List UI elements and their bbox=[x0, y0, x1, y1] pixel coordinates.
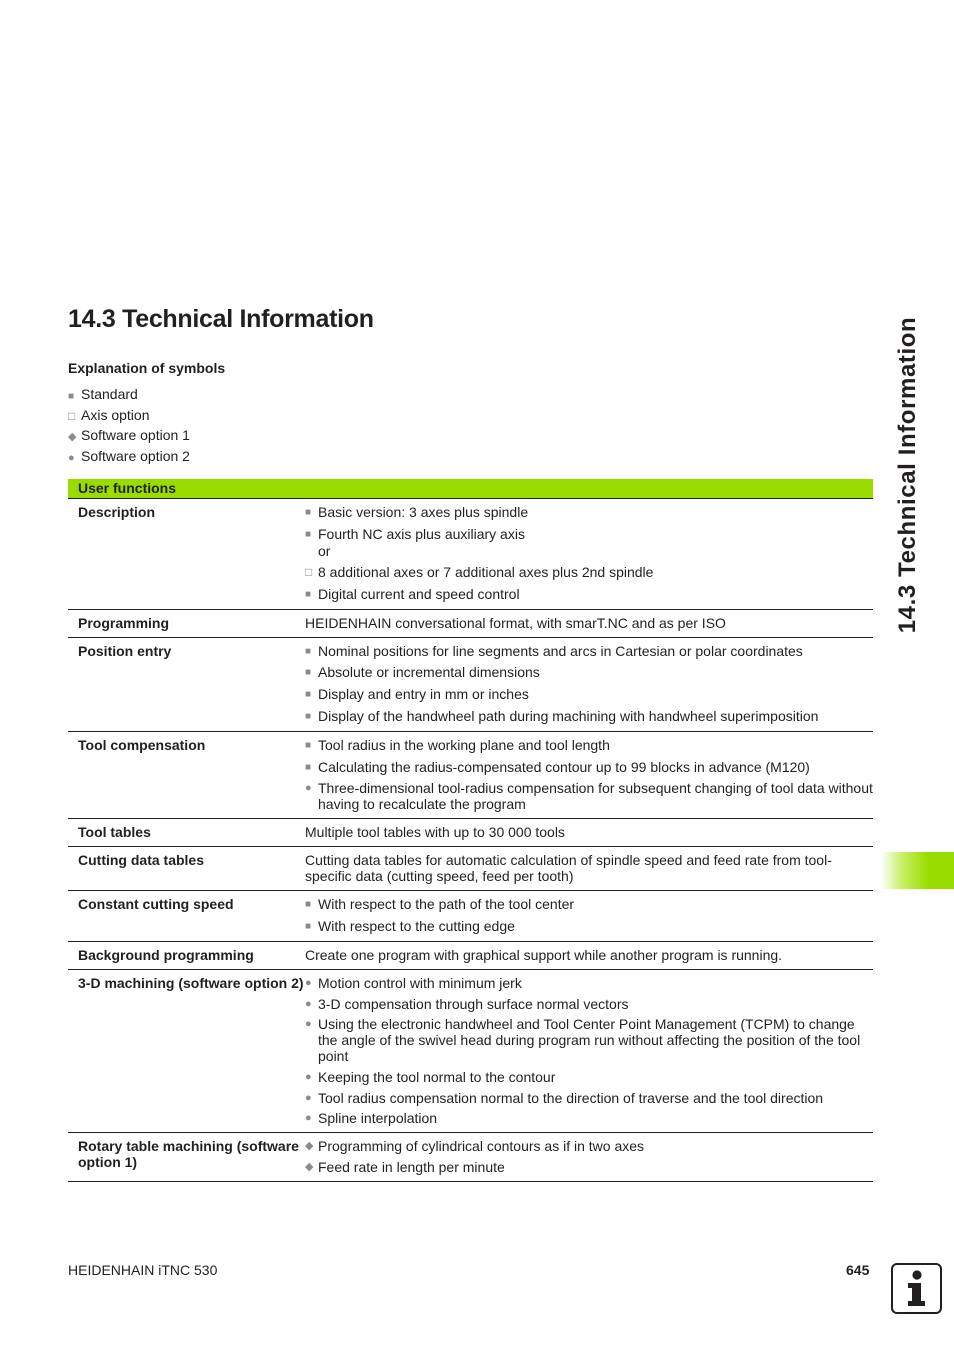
legend-label: Axis option bbox=[81, 406, 150, 423]
list-item bbox=[305, 686, 873, 703]
list-item bbox=[305, 1138, 873, 1154]
list-item bbox=[305, 1069, 873, 1085]
row-text: Create one program with graphical support while another program is running. bbox=[305, 946, 783, 963]
filled-circle-icon bbox=[305, 780, 318, 812]
row-label: Programming bbox=[78, 614, 170, 631]
row-label: Tool compensation bbox=[78, 736, 206, 753]
list-item-text: Fourth NC axis plus auxiliary axis bbox=[318, 525, 525, 542]
symbol-legend bbox=[68, 386, 190, 469]
row-label: Constant cutting speed bbox=[78, 896, 234, 913]
row-content bbox=[305, 1138, 873, 1175]
list-item bbox=[305, 918, 873, 935]
row-label: Background programming bbox=[78, 946, 254, 963]
row-text: Cutting data tables for automatic calculation of spindle speed and feed rate from tool-specific data (cutting speed, feed per tooth) bbox=[305, 852, 832, 885]
list-item-text: Three-dimensional tool-radius compensation for subsequent changing of tool data without having to recalculate the program bbox=[318, 780, 873, 813]
list-item-text: Nominal positions for line segments and arcs in Cartesian or polar coordinates bbox=[318, 642, 803, 659]
list-item bbox=[305, 586, 873, 603]
table-row bbox=[68, 638, 873, 732]
row-label: Cutting data tables bbox=[78, 852, 205, 869]
user-functions-table bbox=[68, 479, 873, 1182]
side-chapter-title-text: 14.3 Technical Information bbox=[894, 316, 921, 634]
filled-square-icon bbox=[305, 759, 318, 776]
info-i-glyph bbox=[893, 1265, 940, 1312]
chapter-tab-marker bbox=[881, 852, 954, 889]
filled-square-icon bbox=[305, 586, 318, 603]
list-item bbox=[305, 708, 873, 725]
side-chapter-title bbox=[877, 310, 939, 640]
legend-item-axis-option bbox=[68, 407, 190, 428]
table-row bbox=[68, 942, 873, 970]
list-item-text: Feed rate in length per minute bbox=[318, 1159, 505, 1175]
row-label: Description bbox=[78, 504, 156, 520]
filled-circle-icon bbox=[305, 975, 318, 991]
table-row bbox=[68, 891, 873, 942]
list-item bbox=[305, 1016, 873, 1064]
table-row bbox=[68, 732, 873, 819]
row-label: Tool tables bbox=[78, 824, 151, 841]
filled-circle-icon bbox=[305, 1110, 318, 1126]
table-row bbox=[68, 610, 873, 638]
list-item bbox=[305, 664, 873, 681]
table-row bbox=[68, 499, 873, 610]
table-header: User functions bbox=[68, 479, 873, 499]
list-item bbox=[305, 504, 873, 521]
table-row bbox=[68, 1133, 873, 1182]
filled-circle-icon bbox=[68, 450, 81, 466]
list-item-text: Keeping the tool normal to the contour bbox=[318, 1068, 556, 1085]
list-item-text: With respect to the cutting edge bbox=[318, 917, 515, 934]
legend-item-software-option-2 bbox=[68, 448, 190, 469]
list-item bbox=[305, 975, 873, 991]
row-content bbox=[305, 947, 873, 963]
legend-item-software-option-1 bbox=[68, 427, 190, 448]
list-item bbox=[305, 643, 873, 660]
row-content bbox=[305, 737, 873, 812]
list-item-text: Basic version: 3 axes plus spindle bbox=[318, 504, 529, 520]
filled-square-icon bbox=[305, 918, 318, 935]
row-content bbox=[305, 643, 873, 725]
filled-square-icon bbox=[305, 686, 318, 703]
list-item-text: Display and entry in mm or inches bbox=[318, 686, 529, 703]
filled-square-icon bbox=[305, 504, 318, 521]
list-item-text: With respect to the path of the tool center bbox=[318, 896, 575, 913]
row-content bbox=[305, 824, 873, 840]
row-label: Position entry bbox=[78, 642, 172, 659]
symbols-title: Explanation of symbols bbox=[68, 360, 226, 376]
list-item-text: 8 additional axes or 7 additional axes plus 2nd spindle bbox=[318, 564, 654, 581]
filled-square-icon bbox=[305, 896, 318, 913]
footer-product: HEIDENHAIN iTNC 530 bbox=[68, 1262, 218, 1278]
list-item-text: Motion control with minimum jerk bbox=[318, 974, 522, 991]
page-title: 14.3 Technical Information bbox=[68, 305, 374, 333]
list-item bbox=[305, 526, 873, 543]
list-item bbox=[305, 564, 873, 581]
list-item bbox=[305, 1110, 873, 1126]
filled-circle-icon bbox=[305, 1090, 318, 1106]
table-row bbox=[68, 819, 873, 847]
filled-square-icon bbox=[68, 388, 81, 405]
list-item bbox=[305, 1159, 873, 1175]
diamond-icon bbox=[68, 429, 81, 445]
list-item-text: Using the electronic handwheel and Tool Center Point Management (TCPM) to change the angle of the swivel head during program run without affecting the position of the tool point bbox=[318, 1016, 861, 1065]
filled-circle-icon bbox=[305, 996, 318, 1012]
filled-circle-icon bbox=[305, 1069, 318, 1085]
list-item bbox=[305, 759, 873, 776]
filled-circle-icon bbox=[305, 1016, 318, 1064]
list-item bbox=[305, 780, 873, 812]
hollow-square-icon bbox=[68, 408, 81, 425]
row-label: Rotary table machining (software option 1) bbox=[78, 1138, 299, 1171]
list-item-text: Tool radius in the working plane and tool length bbox=[318, 736, 610, 753]
table-row bbox=[68, 970, 873, 1133]
list-item bbox=[305, 896, 873, 913]
list-item-text: Absolute or incremental dimensions bbox=[318, 664, 540, 681]
filled-square-icon bbox=[305, 708, 318, 725]
diamond-icon bbox=[305, 1159, 318, 1175]
list-item-text: 3-D compensation through surface normal vectors bbox=[318, 995, 629, 1012]
or-separator: or bbox=[318, 543, 331, 560]
info-icon bbox=[891, 1263, 942, 1314]
list-item-text: Calculating the radius-compensated contour up to 99 blocks in advance (M120) bbox=[318, 758, 810, 775]
legend-item-standard bbox=[68, 386, 190, 407]
row-text: HEIDENHAIN conversational format, with smarT.NC and as per ISO bbox=[305, 614, 726, 631]
list-item-text: Tool radius compensation normal to the direction of traverse and the tool direction bbox=[318, 1089, 824, 1106]
diamond-icon bbox=[305, 1138, 318, 1154]
row-text: Multiple tool tables with up to 30 000 tools bbox=[305, 824, 565, 841]
row-content bbox=[305, 615, 873, 631]
legend-label: Standard bbox=[81, 386, 138, 402]
list-item bbox=[305, 1090, 873, 1106]
page-number: 645 bbox=[846, 1262, 870, 1278]
list-item bbox=[305, 996, 873, 1012]
legend-label: Software option 2 bbox=[81, 448, 190, 465]
list-item-text: Programming of cylindrical contours as if in two axes bbox=[318, 1138, 645, 1155]
list-item bbox=[305, 737, 873, 754]
list-item-text: Spline interpolation bbox=[318, 1110, 438, 1127]
row-content bbox=[305, 852, 873, 884]
list-item-text: Display of the handwheel path during machining with handwheel superimposition bbox=[318, 707, 819, 724]
hollow-square-icon bbox=[305, 564, 318, 581]
filled-square-icon bbox=[305, 526, 318, 543]
row-content bbox=[305, 896, 873, 935]
table-row bbox=[68, 847, 873, 891]
legend-label: Software option 1 bbox=[81, 427, 190, 444]
list-item-text: Digital current and speed control bbox=[318, 585, 520, 602]
filled-square-icon bbox=[305, 737, 318, 754]
row-content bbox=[305, 504, 873, 603]
row-content bbox=[305, 975, 873, 1126]
filled-square-icon bbox=[305, 643, 318, 660]
row-label: 3-D machining (software option 2) bbox=[78, 974, 304, 991]
table-body bbox=[68, 499, 873, 1182]
filled-square-icon bbox=[305, 664, 318, 681]
